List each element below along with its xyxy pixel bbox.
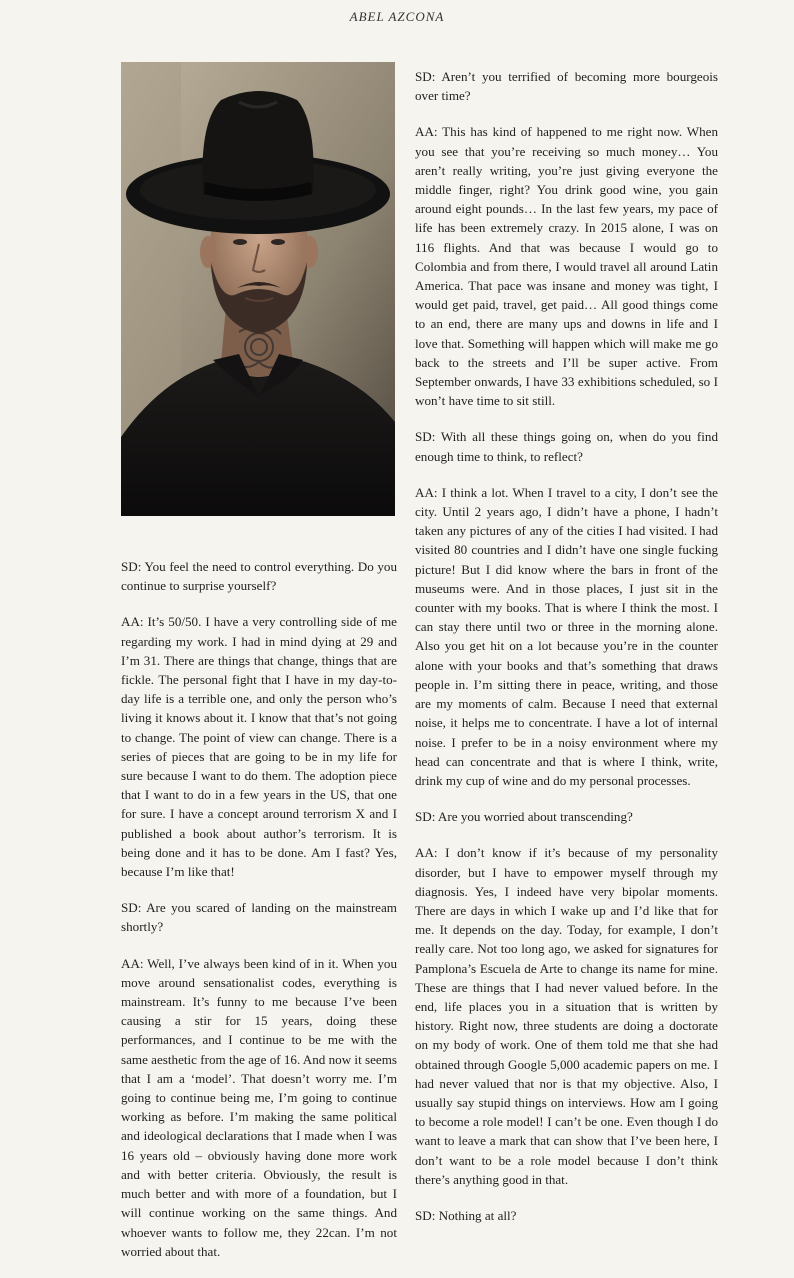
question-paragraph: SD: You feel the need to control everything. Do you continue to surprise yourself? (121, 559, 397, 594)
answer-paragraph: AA: Well, I’ve always been kind of in it. When you move around sensationalist codes, everything is mainstream. It’s funny to me because I’ve been causing a stir for 15 years, doing these performances, and I continue to be me with the same aesthetic from the age of 16. And now it seems that I am a ‘model’. That doesn’t worry me. I’m going to continue being me, I’m going to continue working as before. I’m making the same political and ideological declarations that I made when I was 16 years old – obviously having done more work and with better criteria. Obviously, the result is much better and with more of a foundation, but I will continue working on the same things. And whoever wants to follow me, they 22can. I’m not worried about that. (121, 955, 397, 1259)
right-column (415, 67, 718, 1242)
answer-paragraph: AA: It’s 50/50. I have a very controlling side of me regarding my work. I had in mind dying at 29 and I’m 31. There are things that change, things that are fickle. The personal fight that I have in my day-to-day life is a terrible one, and only the person who’s living it knows about it. I know that that’s not going to change. The point of view can change. There is a series of pieces that are going to be in my life for sure because I want to do them. The adoption piece that I want to do in a few years in the US, that one for sure. I have a concept around terrorism X and I published a book about author’s terrorism. It is being done and it has to be done. Am I fast? Yes, because I’m like that! (121, 614, 397, 880)
question-paragraph: SD: Are you worried about transcending? (415, 809, 633, 825)
question-paragraph: SD: Are you scared of landing on the mainstream shortly? (121, 900, 397, 935)
answer-paragraph: AA: I don’t know if it’s because of my personality disorder, but I have to empower myself through my diagnosis. Yes, I indeed have very bipolar moments. There are days in which I wake up and I’d like that for me. It depends on the day. Today, for example, I don’t really care. Not too long ago, we asked for signatures for Pamplona’s Escuela de Arte to change its name for mine. These are things that I had never valued before. In the end, life places you in a situation that is written by history. Right now, three students are doing a doctorate on my body of work. One of them told me that she had obtained through Google 5,000 academic papers on me. I had never valued that nor is that my objective. Also, I usually say stupid things on interviews. How am I going to become a role model! I can’t be one. Even though I do want to leave a mark that can show that I’ve been here, I don’t want to be a role model because I don’t think there’s anything good in that. (415, 845, 718, 1187)
running-header: ABEL AZCONA (349, 9, 445, 24)
portrait-photo (121, 62, 395, 516)
question-paragraph: SD: Nothing at all? (415, 1207, 517, 1223)
answer-paragraph: AA: This has kind of happened to me right now. When you see that you’re receiving so much money… You aren’t really writing, you’re just giving everyone the middle finger, right? You drink good wine, you gain around eight pounds… In the last few years, my pace of life has been extremely crazy. In 2015 alone, I was on 116 flights. And that was because I would go to Colombia and from there, I would travel all around Latin America. That pace was insane and money was tight, I would get paid, travel, get paid… All good things come to an end, there are many ups and downs in life and I love that. Something will happen which will make me go back to the streets and I’ll be super active. From September onwards, I have 33 exhibitions scheduled, so I won’t have time to sit still. (415, 124, 718, 409)
answer-paragraph: AA: I think a lot. When I travel to a city, I don’t see the city. Until 2 years ago, I didn’t have a phone, I hadn’t taken any pictures of any of the cities I had visited. I had visited 80 countries and I didn’t have one single fucking picture! But I did know where the bars in front of the museums were. And in those places, I just sit in the counter with my books. That is where I think the most. I can stay there until two or three in the morning alone. Also you get hit on a lot because you’re in the counter alone with your books and that’s something that draws people in. I’m sitting there in peace, writing, and those are my moments of calm. Because I need that external noise, it helps me to concentrate. I have a lot of internal noise. I prefer to be in a noisy environment where my head can concentrate and that is where I think, write, drink my cup of wine and do my personal processes. (415, 484, 718, 788)
question-paragraph: SD: Aren’t you terrified of becoming more bourgeois over time? (415, 69, 718, 104)
question-paragraph: SD: With all these things going on, when do you find enough time to think, to reflect? (415, 429, 718, 464)
left-column (121, 557, 397, 1278)
